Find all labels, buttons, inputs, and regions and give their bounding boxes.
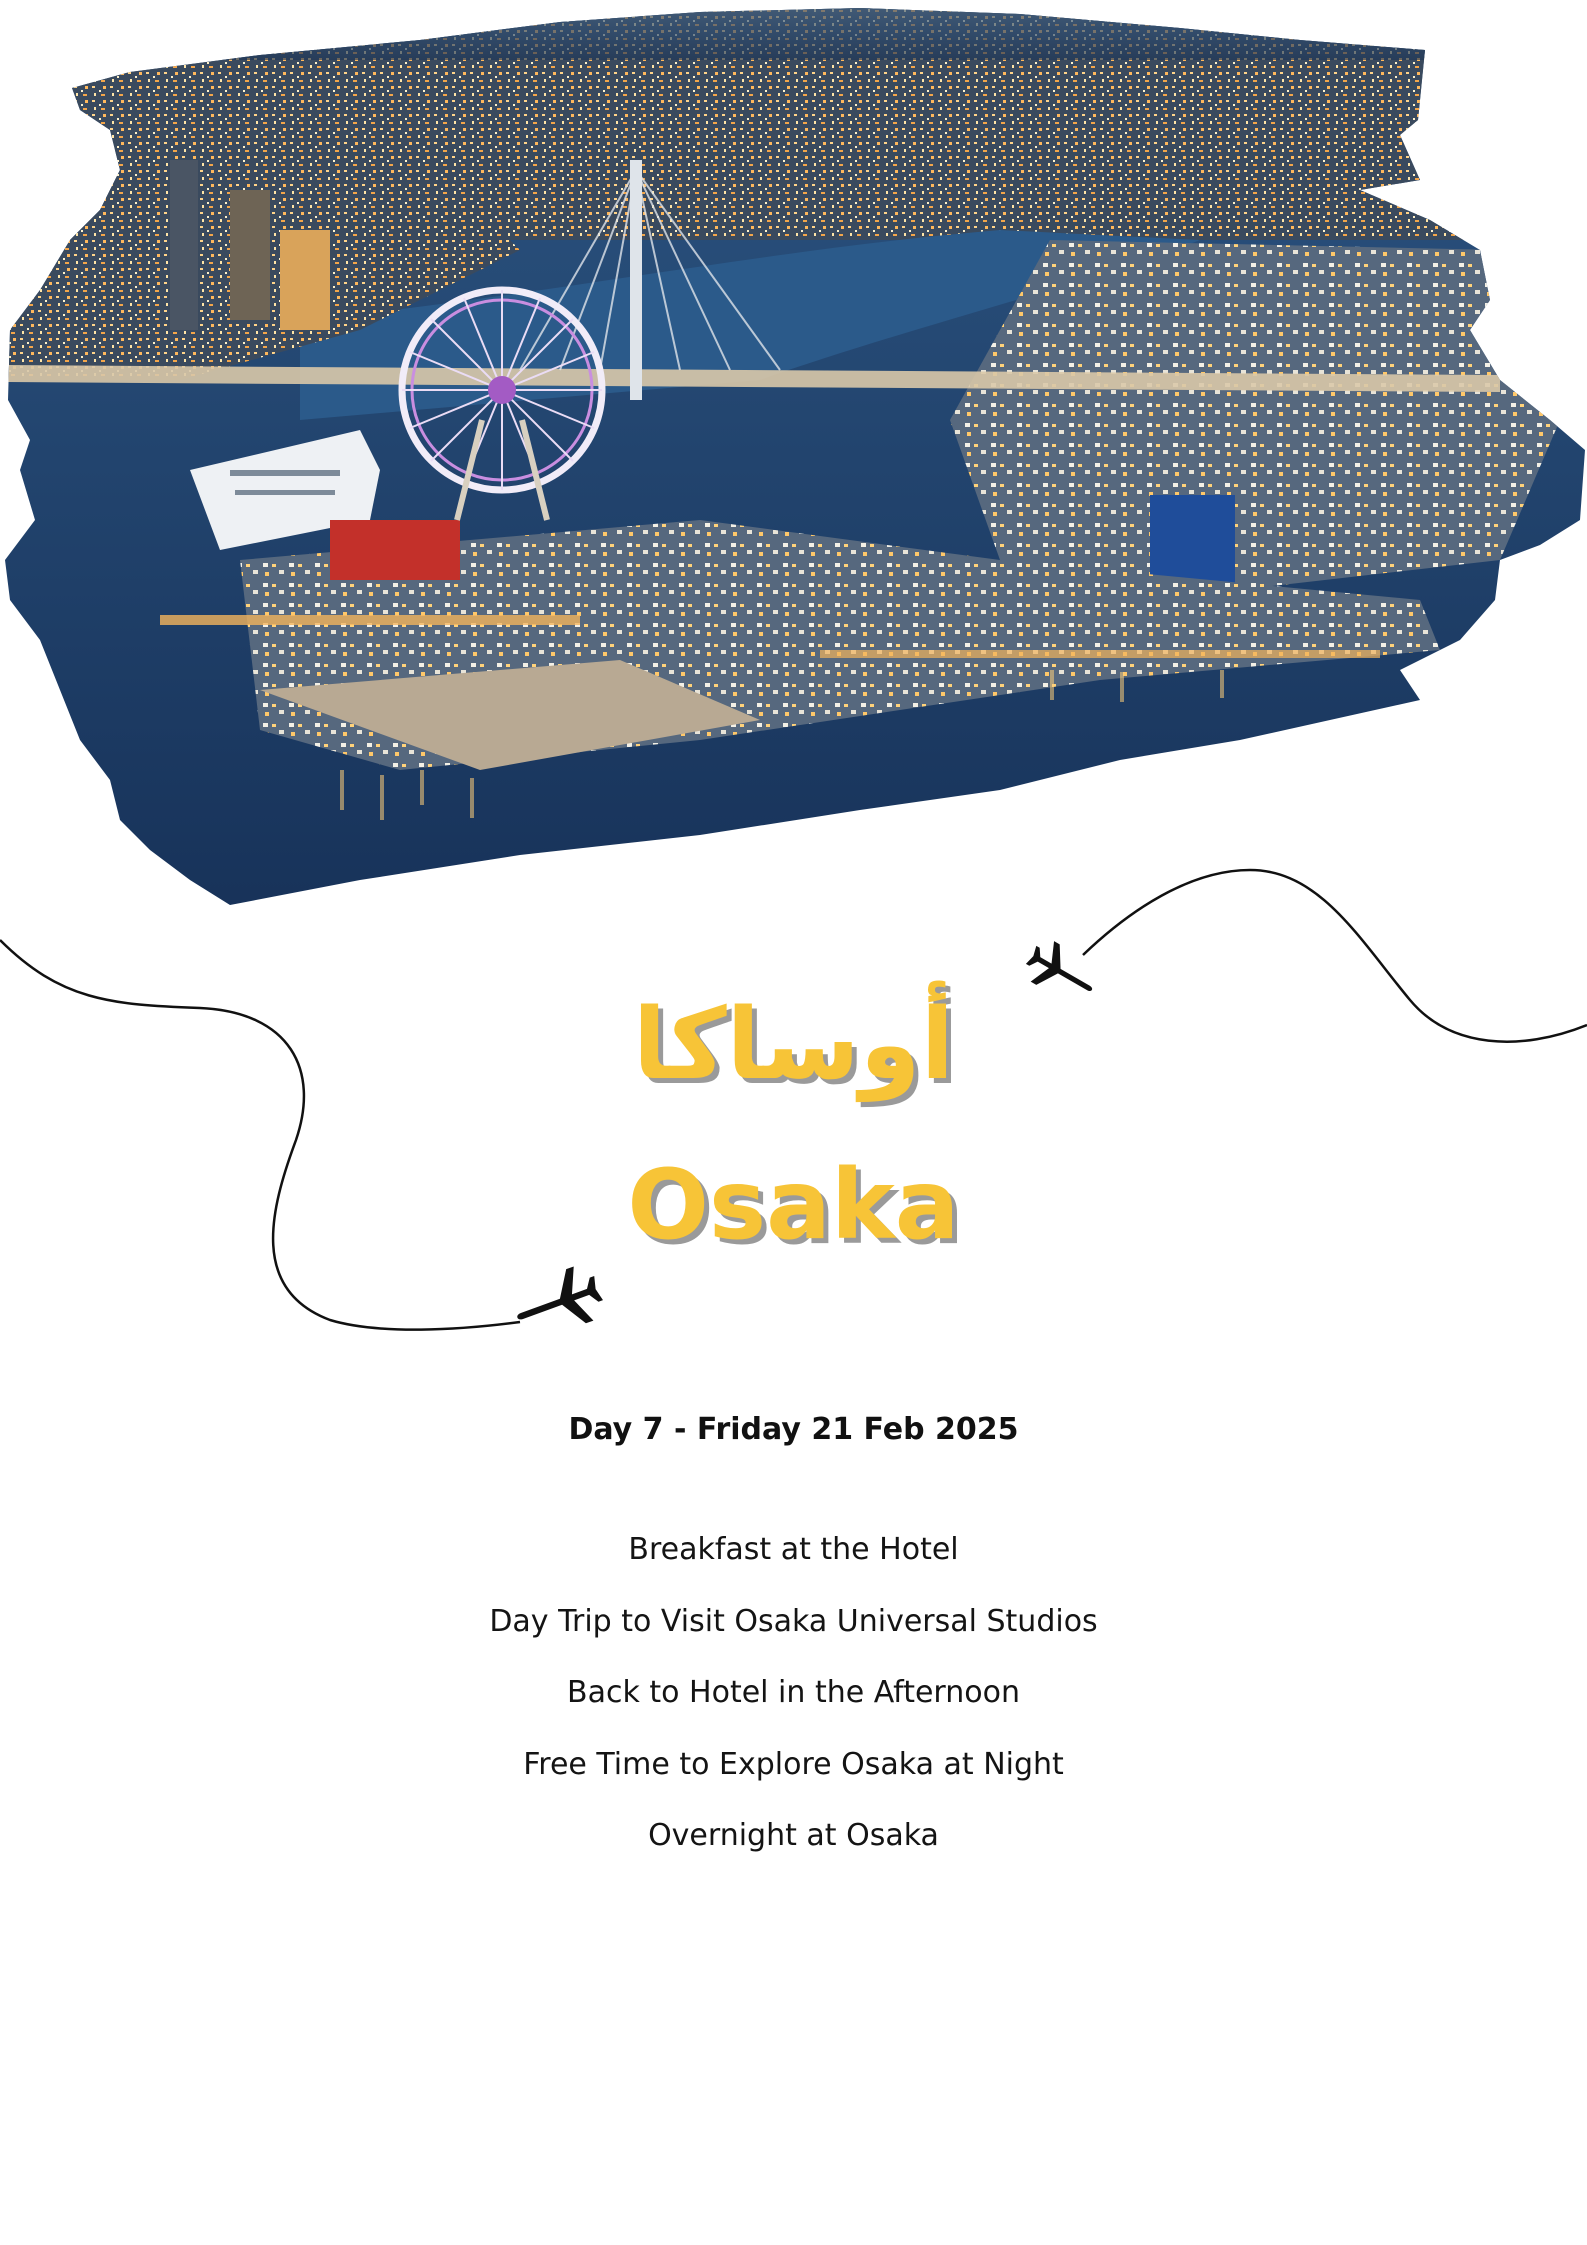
osaka-hero-image	[0, 0, 1587, 920]
activity-item: Back to Hotel in the Afternoon	[567, 1675, 1020, 1710]
city-title-english: Osaka	[627, 1149, 960, 1261]
city-title-arabic: أوساكا	[632, 988, 955, 1102]
day-heading: Day 7 - Friday 21 Feb 2025	[568, 1412, 1019, 1447]
activity-item: Free Time to Explore Osaka at Night	[523, 1746, 1064, 1782]
activity-item: Day Trip to Visit Osaka Universal Studios	[489, 1603, 1098, 1639]
activity-item: Breakfast at the Hotel	[628, 1532, 959, 1567]
activity-item: Overnight at Osaka	[648, 1818, 939, 1853]
airplane-icon	[508, 1261, 609, 1345]
activity-list	[0, 1530, 1587, 1888]
